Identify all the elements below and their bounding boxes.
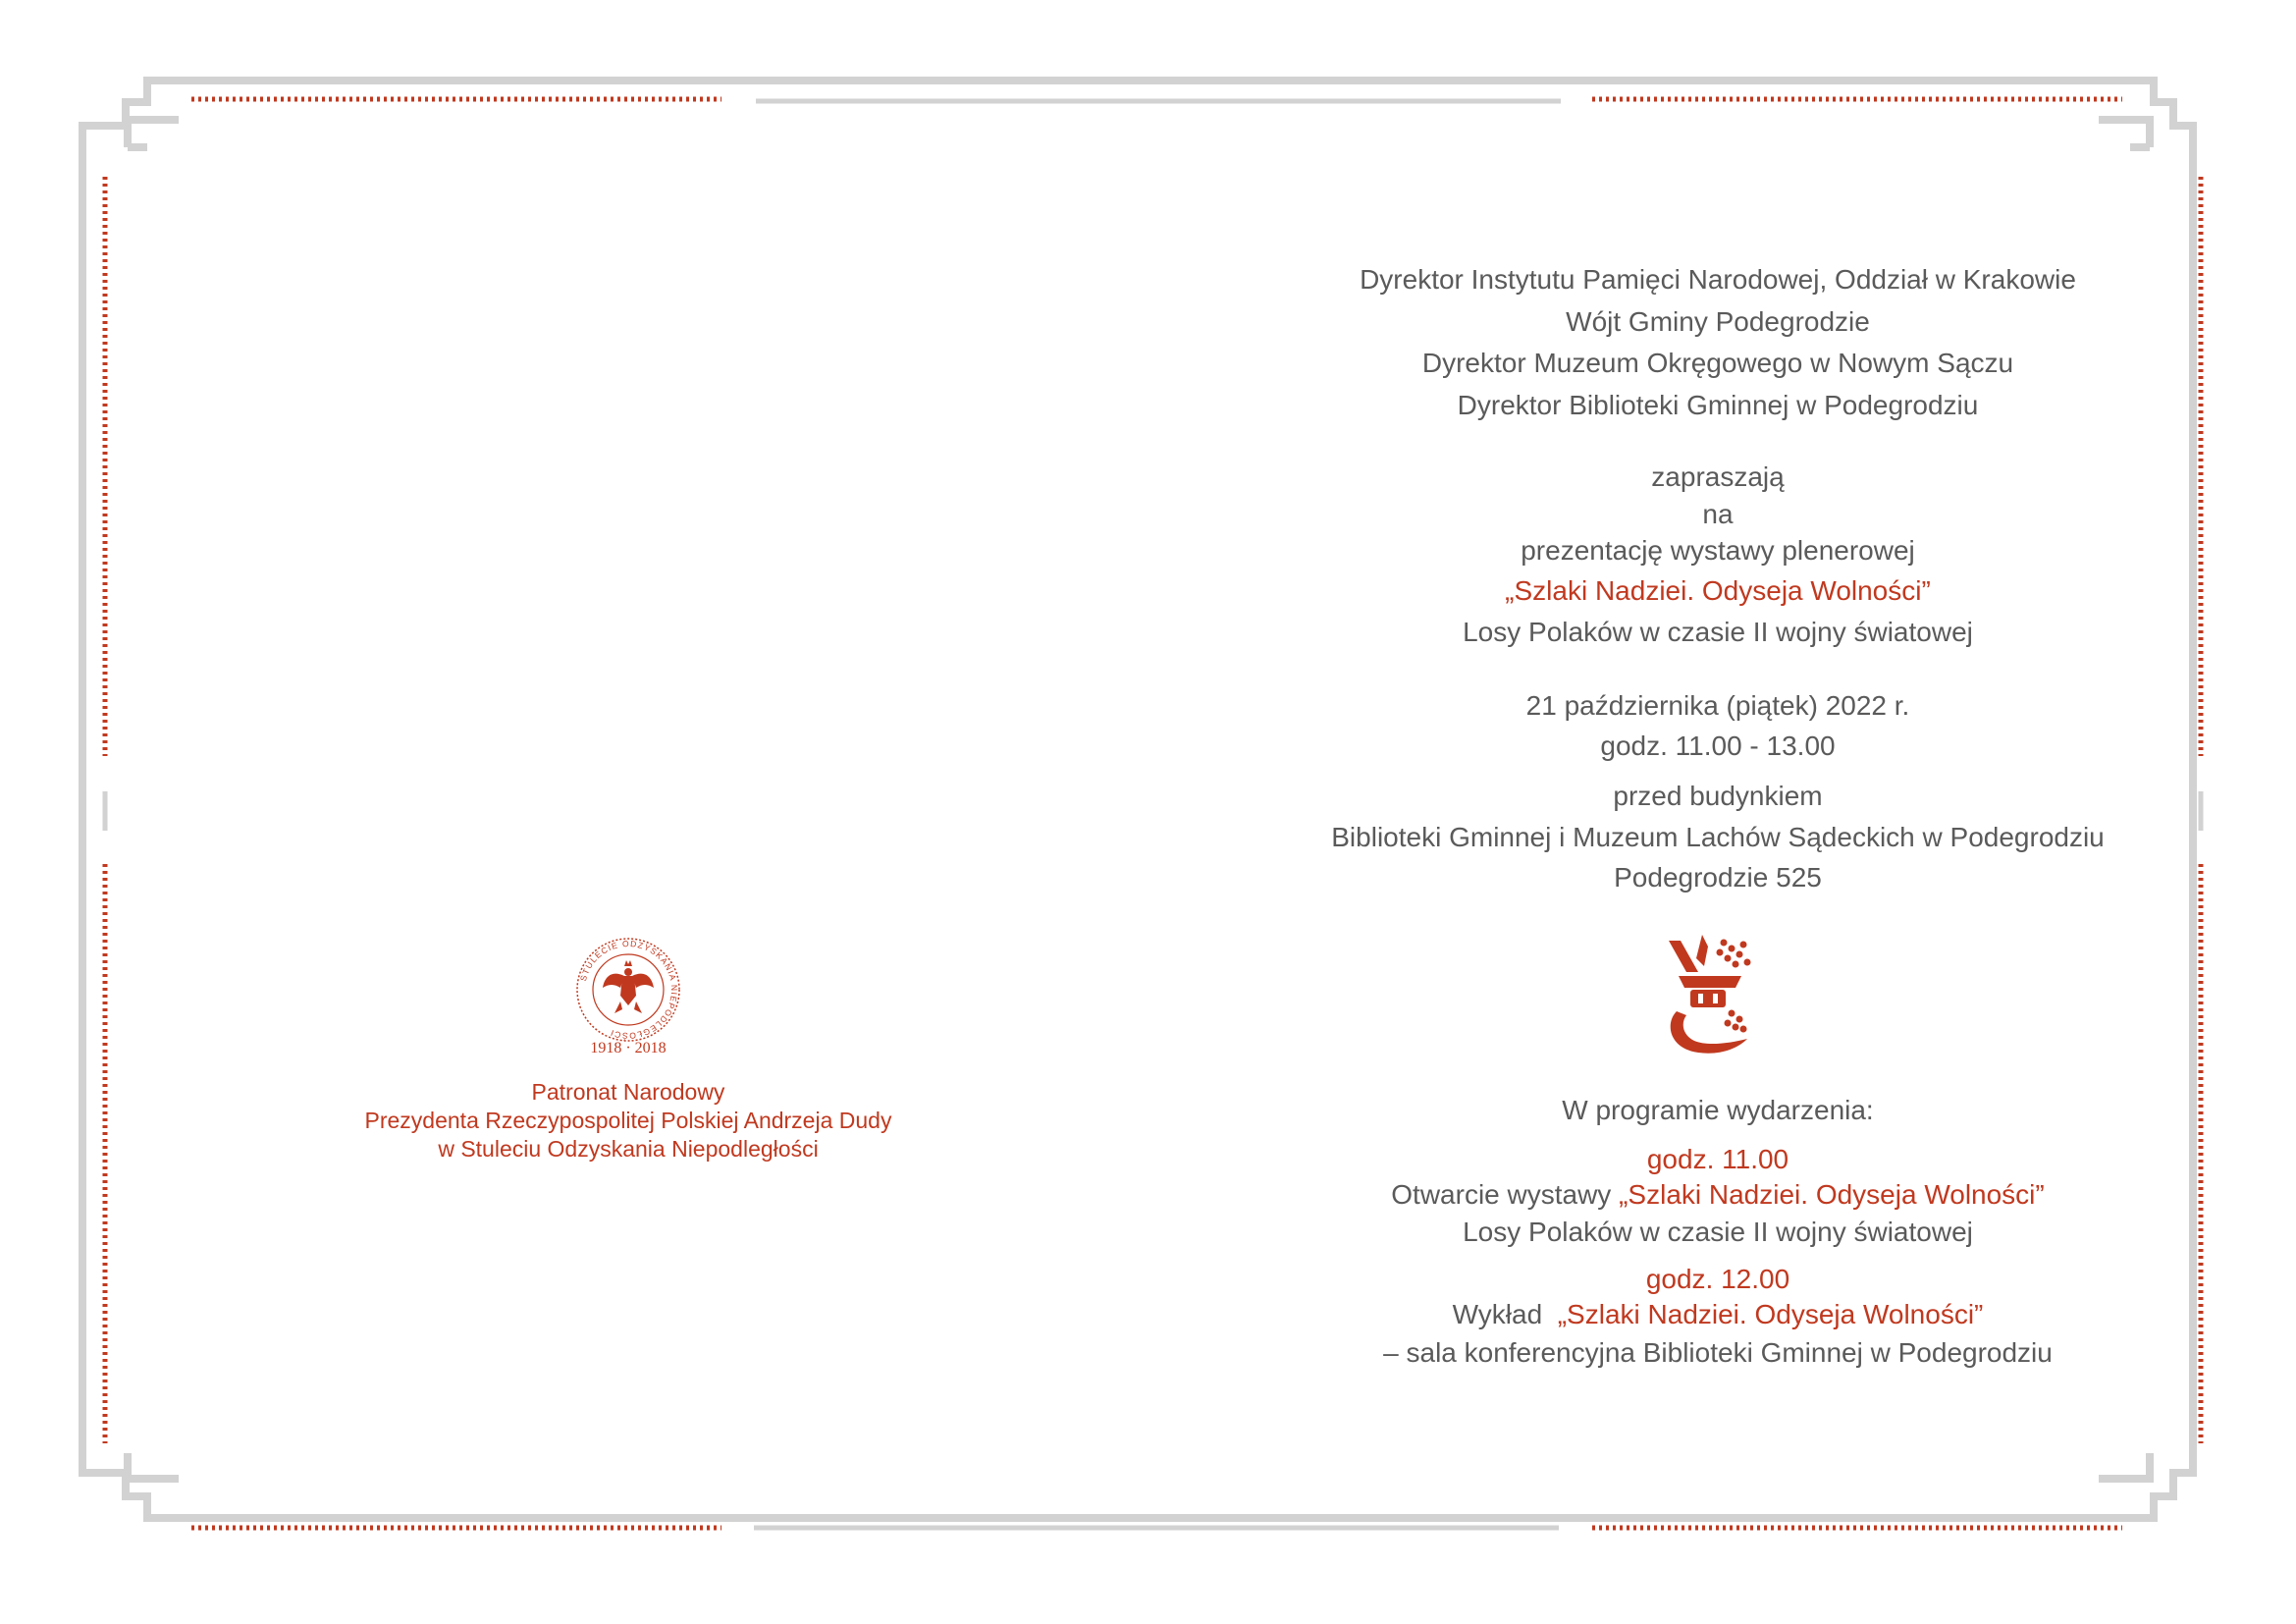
seal-years: 1918 · 2018 [590, 1040, 667, 1056]
patronage-line-3: w Stuleciu Odzyskania Niepodległości [438, 1136, 819, 1162]
programme-prefix-1: Otwarcie wystawy [1391, 1179, 1612, 1210]
programme-item-1 [1315, 1178, 2120, 1212]
programme-title-1: „Szlaki Nadziei. Odyseja Wolności” [1619, 1179, 2045, 1210]
venue-line-2: Biblioteki Gminnej i Muzeum Lachów Sądeckich w Podegrodziu [1331, 822, 2105, 852]
organizer-museum: Dyrektor Muzeum Okręgowego w Nowym Sączu [1421, 348, 2014, 378]
patronage-line-1: Patronat Narodowy [531, 1079, 725, 1105]
exhibition-title: „Szlaki Nadziei. Odyseja Wolności” [1505, 575, 1931, 606]
programme-note-1: Losy Polaków w czasie II wojny światowej [1463, 1217, 1973, 1247]
ipn-emblem-icon [1659, 933, 1757, 1060]
event-date: 21 października (piątek) 2022 r. [1525, 690, 1910, 721]
venue-address: Podegrodzie 525 [1614, 862, 1822, 893]
patronage-line-2: Prezydenta Rzeczypospolitej Polskiej Andrzeja Dudy [364, 1108, 892, 1133]
programme-item-2 [1315, 1298, 2120, 1331]
centenary-seal [569, 931, 687, 1058]
invite-verb: zapraszają [1651, 461, 1785, 492]
organizer-library: Dyrektor Biblioteki Gminnej w Podegrodziu [1457, 390, 1979, 420]
venue-line-1: przed budynkiem [1613, 781, 1823, 811]
seal-ring-text: STULECIE ODZYSKANIA NIEPODLEGŁOŚCI [577, 938, 680, 1042]
eagle-icon [603, 960, 654, 1013]
programme-title-2: „Szlaki Nadziei. Odyseja Wolności” [1557, 1299, 1984, 1329]
organizer-ipn: Dyrektor Instytutu Pamięci Narodowej, Oddział w Krakowie [1360, 264, 2076, 295]
invite-prep: na [1702, 499, 1734, 529]
programme-prefix-2: Wykład [1452, 1299, 1543, 1329]
programme-time-1: godz. 11.00 [1646, 1144, 1789, 1174]
programme-note-2: – sala konferencyjna Biblioteki Gminnej w Podegrodziu [1383, 1337, 2053, 1368]
invite-event: prezentację wystawy plenerowej [1521, 535, 1915, 566]
organizer-wojt: Wójt Gminy Podegrodzie [1566, 306, 1870, 337]
event-time: godz. 11.00 - 13.00 [1600, 731, 1836, 761]
programme-heading: W programie wydarzenia: [1562, 1095, 1874, 1125]
exhibition-subtitle: Losy Polaków w czasie II wojny światowej [1463, 617, 1973, 647]
programme-time-2: godz. 12.00 [1645, 1264, 1790, 1294]
